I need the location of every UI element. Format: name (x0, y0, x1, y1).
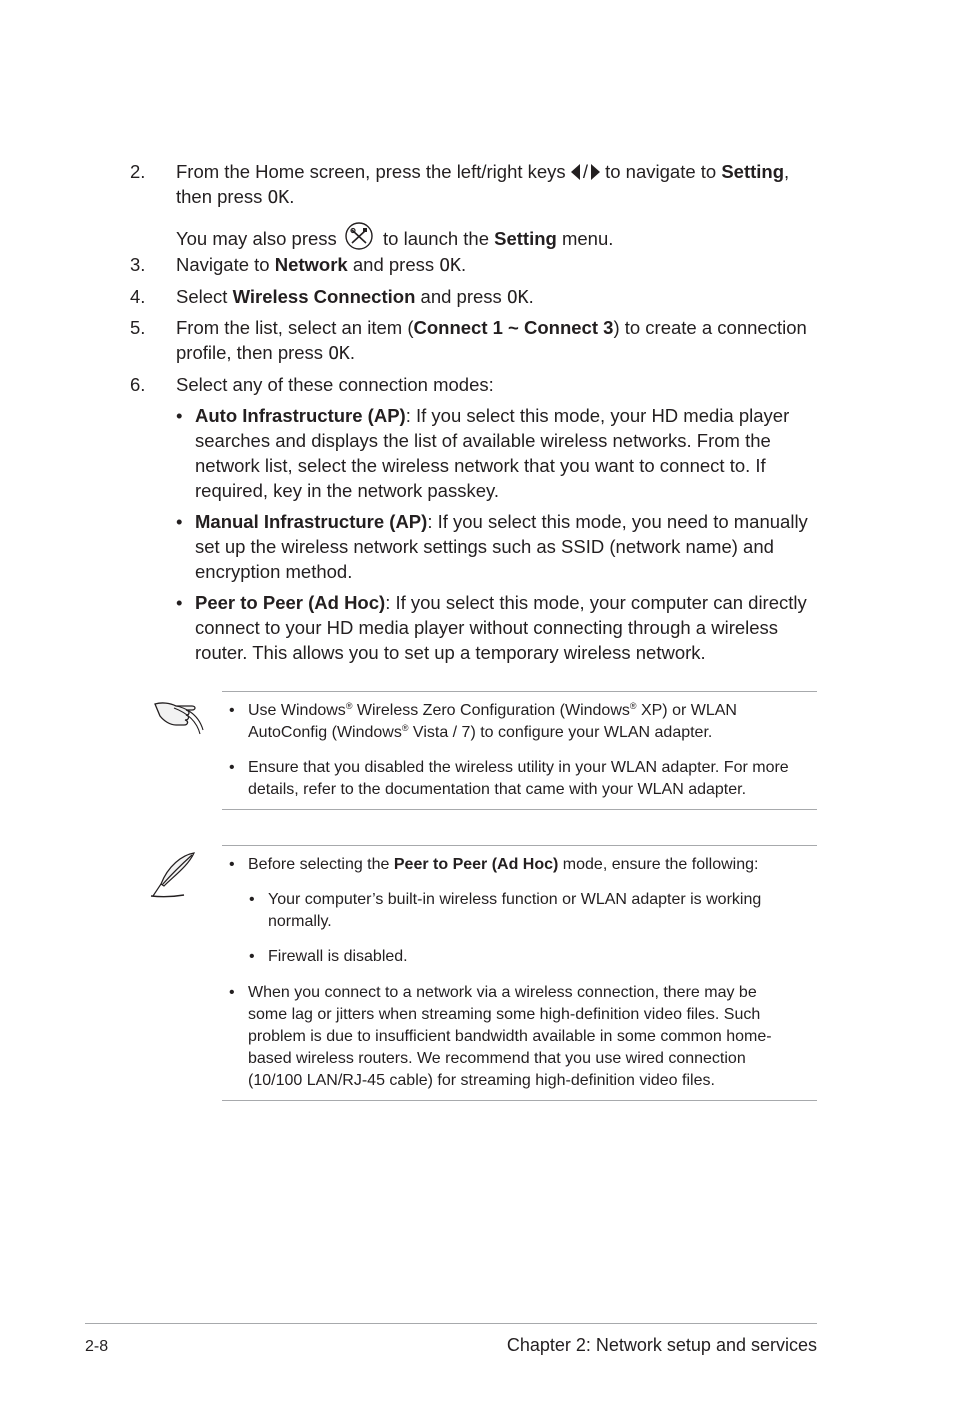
pointing-hand-icon (152, 694, 206, 736)
mode-text: : If you select this mode, you need to manually (427, 511, 808, 532)
ok-key-glyph: OK (267, 187, 290, 208)
note-top-rule (222, 845, 817, 846)
step-number: 3. (130, 254, 146, 275)
step-body (176, 159, 820, 251)
mode-text: : If you select this mode, your computer can directly (385, 592, 807, 613)
tip-text-part: AutoConfig (Windows (248, 724, 402, 741)
tip-text (248, 700, 737, 744)
bullet: • (176, 592, 183, 613)
note-text (268, 889, 761, 933)
step-text: ) to create a connection (613, 317, 807, 338)
ok-key-glyph: OK (506, 287, 529, 308)
tip-text-part: Wireless Zero Configuration (Windows (352, 702, 630, 719)
page-number: 2-8 (85, 1338, 109, 1355)
step-text: menu. (556, 228, 614, 249)
bullet: • (249, 891, 255, 908)
step-text: and press (347, 254, 440, 275)
bullet: • (229, 984, 235, 1001)
note-text-line: based wireless routers. We recommend that you use wired connection (248, 1050, 746, 1067)
tip-bottom-rule (222, 809, 817, 810)
step-body (176, 252, 820, 278)
tip-text (248, 757, 789, 801)
tip-top-rule (222, 691, 817, 692)
step-text: . (460, 254, 467, 275)
step-text: . (528, 286, 534, 307)
tip-text-part: Use Windows (248, 702, 346, 719)
bullet: • (229, 702, 235, 719)
footer-rule (85, 1323, 817, 1324)
mode-text: router. This allows you to set up a temporary wireless network. (195, 642, 706, 663)
mode-text: searches and displays the list of available wireless networks. From the (195, 430, 771, 451)
ok-key-glyph: OK (328, 343, 350, 364)
bullet: • (176, 511, 183, 532)
registered-mark: ® (629, 701, 637, 711)
step-body (176, 315, 820, 366)
step-number: 6. (130, 374, 146, 395)
mode-name: Auto Infrastructure (AP) (195, 405, 406, 426)
right-arrow-key-icon (591, 164, 600, 180)
bullet-text (195, 403, 820, 503)
step-text: . (289, 186, 295, 207)
step-text: to launch the (377, 228, 495, 249)
setting-label: Setting (721, 161, 785, 182)
note-text: Firewall is disabled. (268, 948, 408, 965)
setting-key-icon (344, 222, 374, 250)
step-text: and press (415, 286, 507, 307)
feather-pen-icon (148, 850, 198, 900)
network-label: Network (274, 254, 348, 275)
step-number: 4. (130, 286, 146, 307)
mode-text: encryption method. (195, 561, 353, 582)
mode-text: set up the wireless network settings such as SSID (network name) and (195, 536, 774, 557)
mode-name: Manual Infrastructure (AP) (195, 511, 428, 532)
step-text: Navigate to (176, 254, 275, 275)
note-text-line: Your computer’s built-in wireless function or WLAN adapter is working (268, 891, 762, 908)
bullet: • (176, 405, 183, 426)
bullet: • (229, 759, 235, 776)
tip-text-part: Vista / 7) to configure your WLAN adapter. (408, 724, 713, 741)
step-body (176, 284, 820, 310)
ok-key-glyph: OK (439, 255, 461, 276)
step-text: You may also press (176, 228, 342, 249)
bullet: • (229, 856, 235, 873)
mode-text: : If you select this mode, your HD media player (405, 405, 790, 426)
step-number: 5. (130, 317, 146, 338)
note-text-line: some lag or jitters when streaming some high-definition video files. Such (248, 1006, 761, 1023)
note-bottom-rule (222, 1100, 817, 1101)
step-text: From the Home screen, press the left/right keys (176, 161, 571, 182)
step-text: profile, then press (176, 342, 329, 363)
setting-label: Setting (494, 228, 557, 249)
registered-mark: ® (345, 701, 353, 711)
step-number: 2. (130, 161, 146, 182)
wireless-connection-label: Wireless Connection (232, 286, 416, 307)
note-text-part: mode, ensure the following: (558, 856, 759, 873)
step-text: Select (176, 286, 233, 307)
tip-text-line: details, refer to the documentation that came with your WLAN adapter. (248, 781, 747, 798)
step-text: . (349, 342, 356, 363)
note-text-line: normally. (268, 913, 332, 930)
step-text: then press (176, 186, 268, 207)
bullet-text (195, 590, 820, 665)
mode-text: connect to your HD media player without connecting through a wireless (195, 617, 779, 638)
step-text: Select any of these connection modes: (176, 374, 494, 395)
tip-text-line: Ensure that you disabled the wireless utility in your WLAN adapter. For more (248, 759, 789, 776)
step-body (176, 372, 820, 397)
left-arrow-key-icon (571, 164, 580, 180)
note-text-line: problem is due to insufficient bandwidth available in some common home- (248, 1028, 772, 1045)
step-text: to navigate to (599, 161, 722, 182)
note-text-line: (10/100 LAN/RJ-45 cable) for streaming high-definition video files. (248, 1072, 715, 1089)
step-text: , (784, 161, 790, 182)
note-text-part: Before selecting the (248, 856, 394, 873)
connect-range-label: Connect 1 ~ Connect 3 (413, 317, 614, 338)
step-text: From the list, select an item ( (176, 317, 414, 338)
mode-name: Peer to Peer (Ad Hoc) (195, 592, 386, 613)
peer-to-peer-label: Peer to Peer (Ad Hoc) (393, 856, 559, 873)
slash-separator: / (582, 161, 588, 182)
note-text-line: When you connect to a network via a wireless connection, there may be (248, 984, 757, 1001)
bullet: • (249, 948, 255, 965)
bullet-text (195, 509, 820, 584)
mode-text: required, key in the network passkey. (195, 480, 500, 501)
registered-mark: ® (401, 723, 409, 733)
note-text (248, 854, 758, 876)
chapter-title: Chapter 2: Network setup and services (506, 1335, 817, 1355)
mode-text: network list, select the wireless network that you want to connect to. If (195, 455, 766, 476)
tip-text-part: XP) or WLAN (636, 702, 737, 719)
note-text (248, 982, 772, 1092)
